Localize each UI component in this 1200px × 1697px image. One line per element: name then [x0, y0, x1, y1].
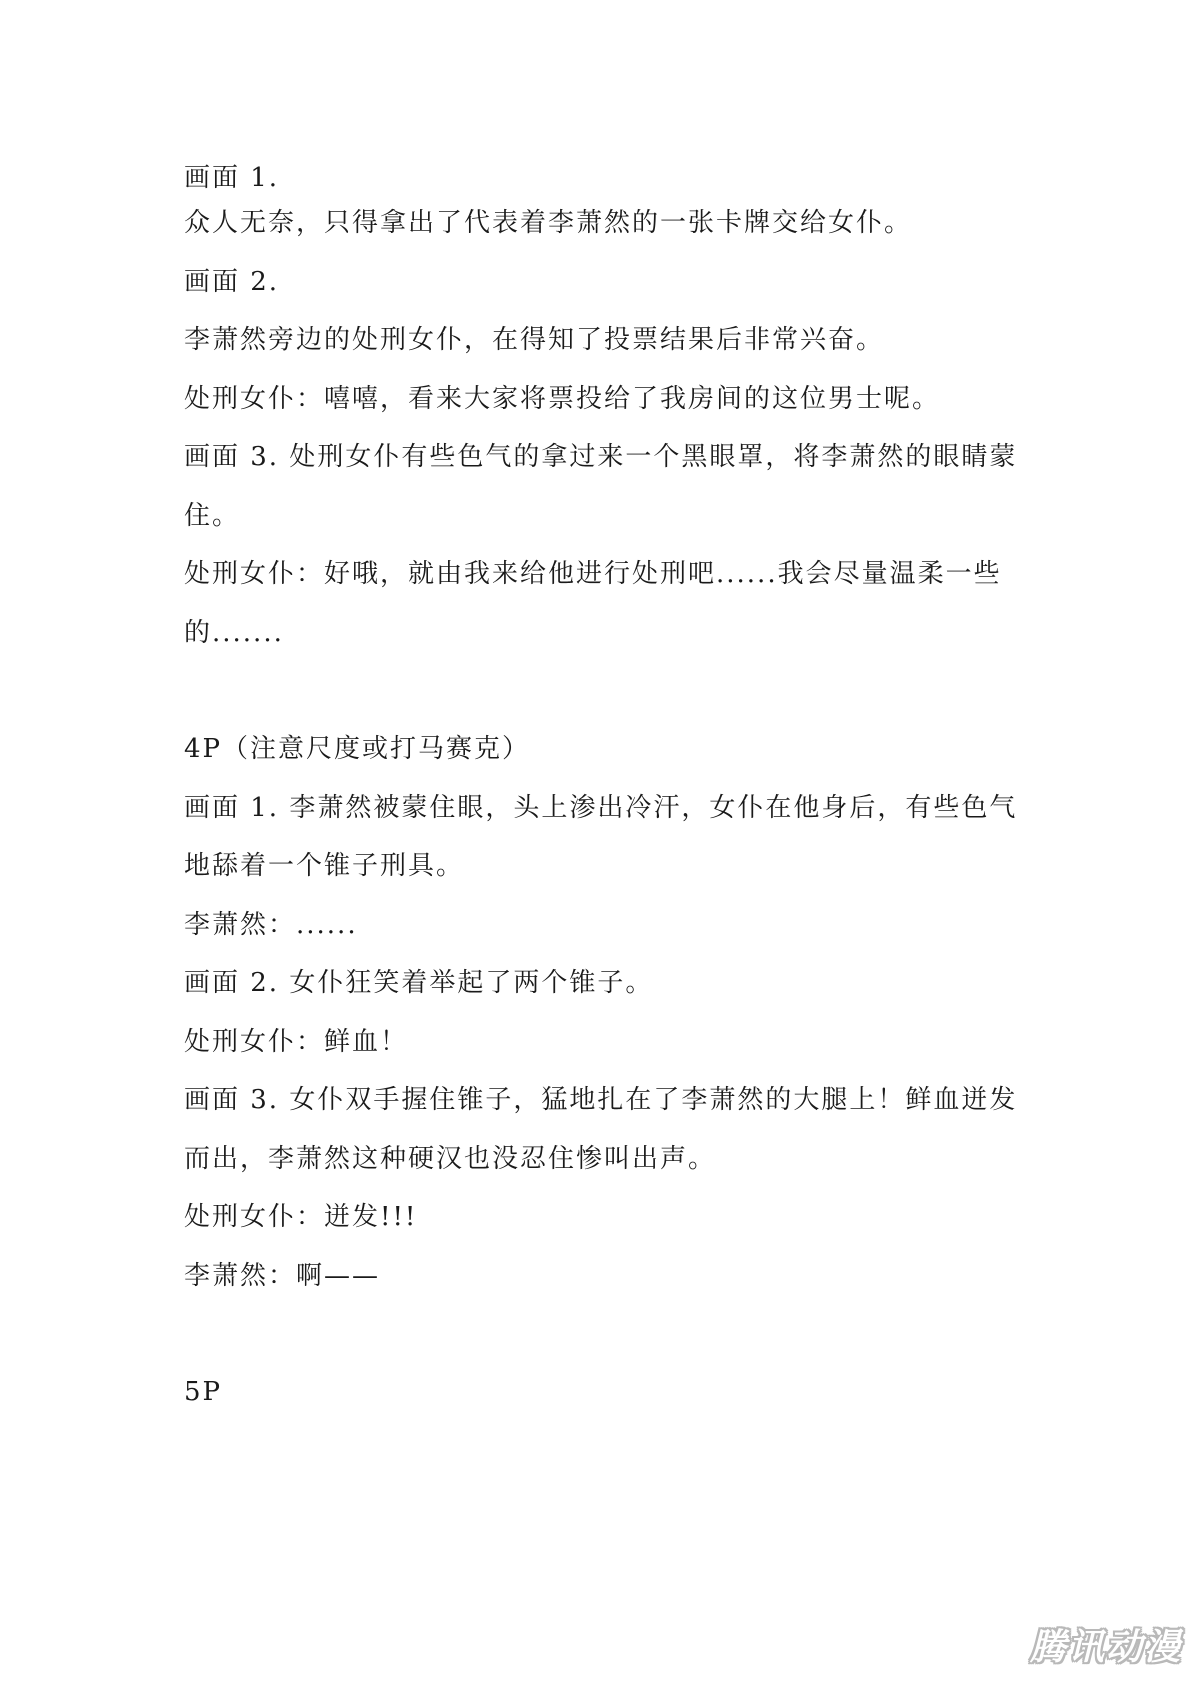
- dialogue-line: 处刑女仆：迸发!!!: [184, 1202, 418, 1232]
- scene-heading: 画面 3. 女仆双手握住锥子，猛地扎在了李萧然的大腿上！鲜血迸发: [184, 1085, 1018, 1115]
- dialogue-line: 处刑女仆：嘻嘻，看来大家将票投给了我房间的这位男士呢。: [184, 384, 941, 414]
- page-heading: 4P（注意尺度或打马赛克）: [184, 734, 531, 764]
- dialogue-line: 处刑女仆：好哦，就由我来给他进行处刑吧......我会尽量温柔一些: [184, 559, 1002, 589]
- scene-heading: 画面 1.: [184, 163, 280, 193]
- dialogue-line: 处刑女仆：鲜血！: [184, 1027, 409, 1057]
- script-line: 地舔着一个锥子刑具。: [184, 851, 465, 881]
- script-line: 的.......: [184, 618, 284, 648]
- script-line: 而出，李萧然这种硬汉也没忍住惨叫出声。: [184, 1144, 717, 1174]
- watermark-logo: [1004, 1625, 1182, 1671]
- page-heading: 5P: [184, 1377, 223, 1407]
- watermark-text: 腾讯动漫: [1029, 1627, 1182, 1668]
- scene-heading: 画面 2. 女仆狂笑着举起了两个锥子。: [184, 968, 654, 998]
- script-line: 众人无奈，只得拿出了代表着李萧然的一张卡牌交给女仆。: [184, 208, 913, 238]
- dialogue-line: 李萧然：......: [184, 910, 358, 940]
- dialogue-line: 李萧然：啊——: [184, 1261, 381, 1291]
- scene-heading: 画面 3. 处刑女仆有些色气的拿过来一个黑眼罩，将李萧然的眼睛蒙: [184, 442, 1018, 472]
- script-line: 李萧然旁边的处刑女仆，在得知了投票结果后非常兴奋。: [184, 325, 885, 355]
- scene-heading: 画面 2.: [184, 267, 280, 297]
- scene-heading: 画面 1. 李萧然被蒙住眼，头上渗出冷汗，女仆在他身后，有些色气: [184, 793, 1018, 823]
- script-line: 住。: [184, 501, 241, 531]
